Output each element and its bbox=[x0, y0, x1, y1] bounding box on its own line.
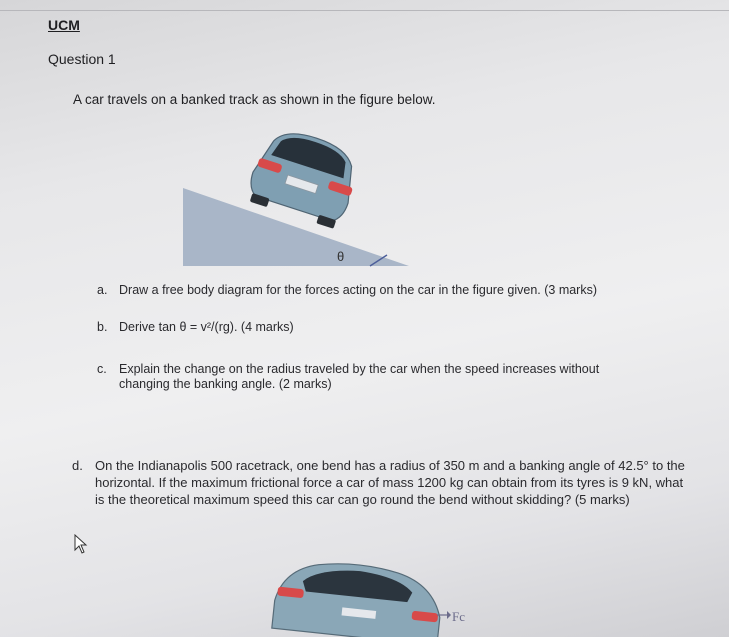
item-text: On the Indianapolis 500 racetrack, one bend has a radius of 350 m and a banking angle of 42.5° to the horizontal. If the maximum frictional force a car of mass 1200 kg can obtain from its tyres is 9 kN, what is the theoretical maximum speed this car can go round the bend without skidding? (5 marks) bbox=[95, 458, 685, 507]
document-title: UCM bbox=[48, 17, 80, 33]
bottom-car-figure bbox=[255, 557, 475, 637]
item-text: Draw a free body diagram for the forces acting on the car in the figure given. (3 marks) bbox=[119, 283, 598, 297]
item-marker: a. bbox=[97, 283, 108, 297]
mouse-pointer-icon bbox=[74, 534, 88, 554]
question-intro: A car travels on a banked track as shown in the figure below. bbox=[73, 92, 436, 107]
item-marker: d. bbox=[72, 458, 83, 473]
question-heading: Question 1 bbox=[48, 51, 116, 67]
item-marker: b. bbox=[97, 320, 108, 334]
item-marker: c. bbox=[97, 362, 107, 376]
banked-track-figure bbox=[175, 130, 435, 270]
force-arrow-icon bbox=[437, 610, 451, 620]
force-label: Fc bbox=[452, 609, 465, 624]
theta-label: θ bbox=[337, 249, 345, 264]
item-text: Explain the change on the radius traveled by the car when the speed increases without changing the banking angle. (2 marks) bbox=[119, 362, 600, 391]
top-divider bbox=[0, 10, 729, 11]
item-text: Derive tan θ = v²/(rg). (4 marks) bbox=[119, 320, 294, 334]
